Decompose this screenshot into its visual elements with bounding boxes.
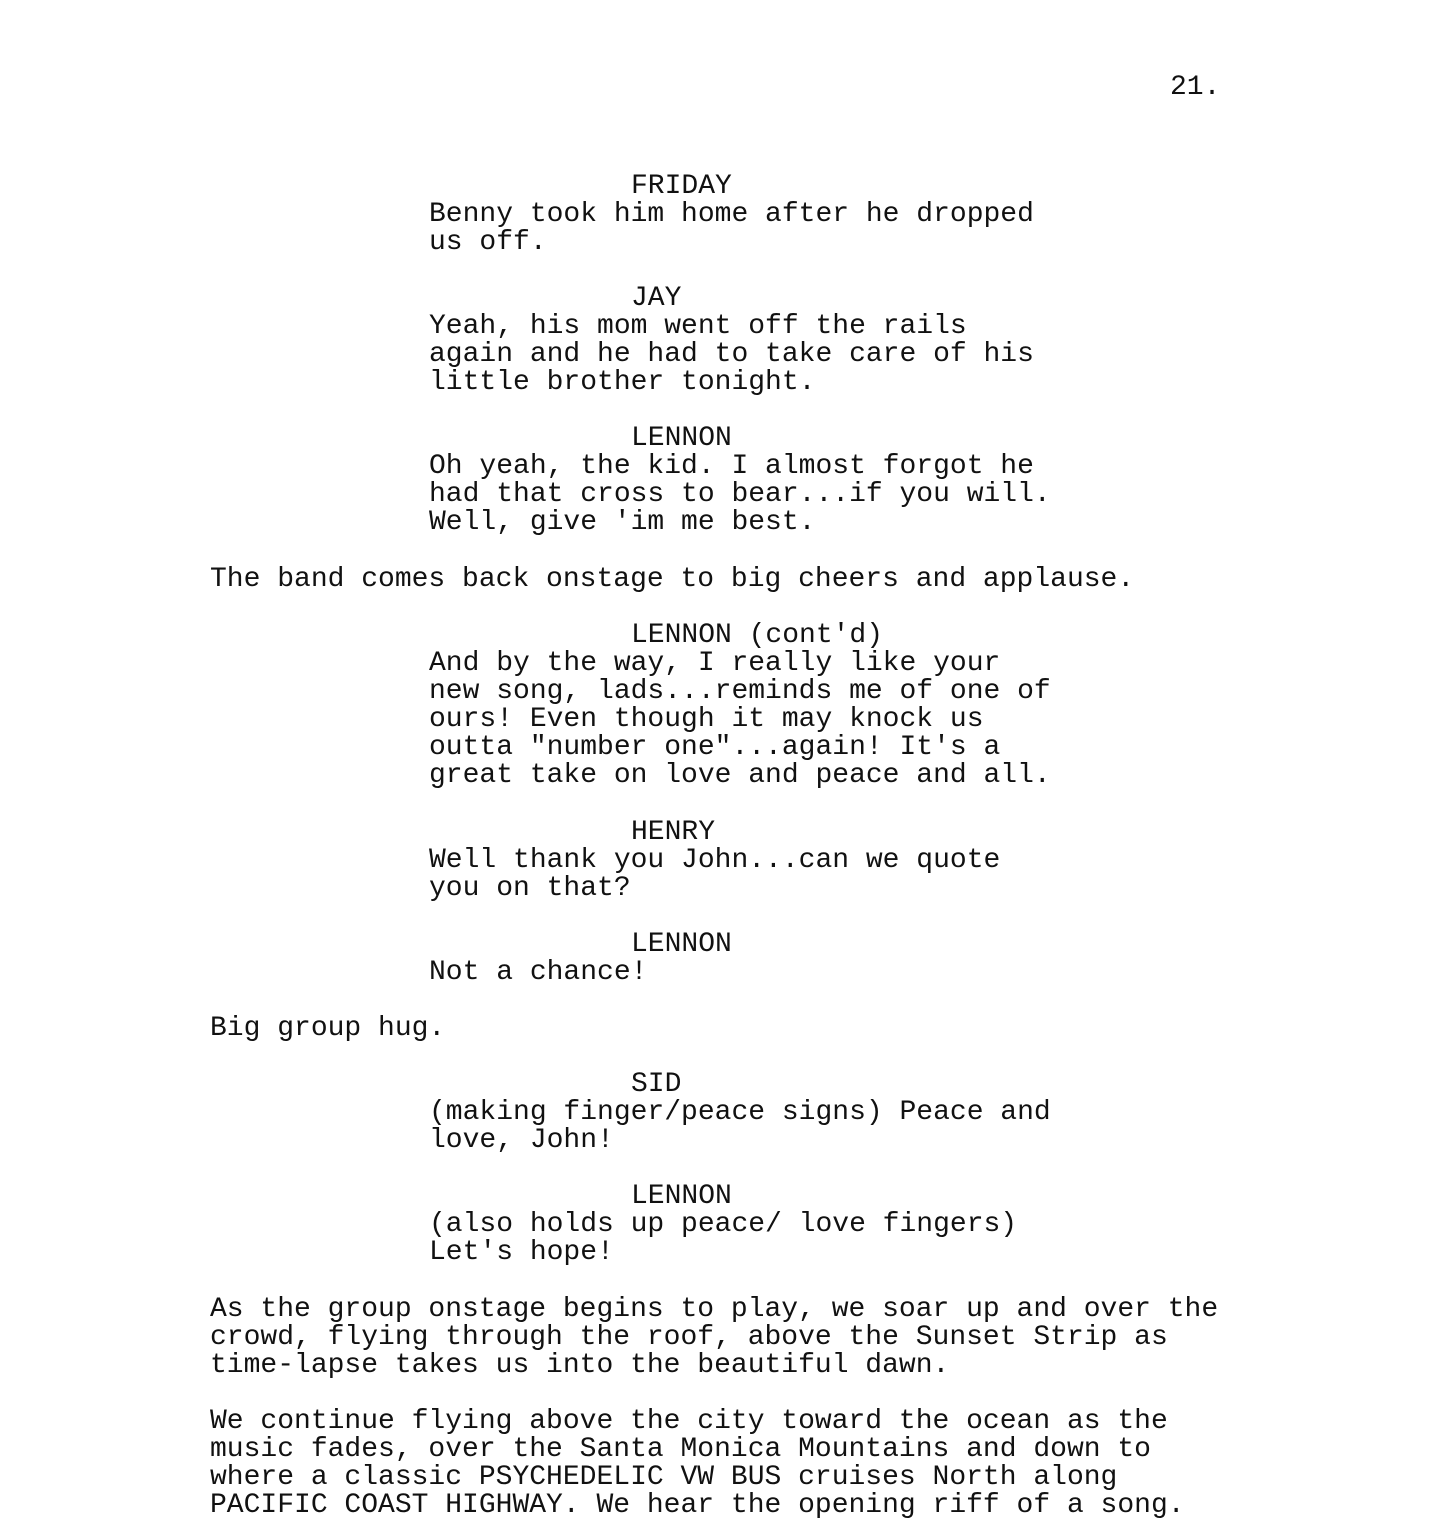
dialogue-line: Let's hope! — [429, 1237, 614, 1268]
character-name-friday: FRIDAY — [631, 171, 732, 202]
action-line: where a classic PSYCHEDELIC VW BUS cruises North along — [210, 1462, 1118, 1493]
character-name-jay: JAY — [631, 283, 682, 314]
dialogue-line: (making finger/peace signs) Peace and — [429, 1097, 1051, 1128]
dialogue-line: Well thank you John...can we quote — [429, 845, 1001, 876]
dialogue-line: Oh yeah, the kid. I almost forgot he — [429, 451, 1034, 482]
page-number: 21. — [1170, 72, 1221, 103]
dialogue-line: Not a chance! — [429, 957, 648, 988]
character-name-lennon: LENNON — [631, 929, 732, 960]
dialogue-line: Benny took him home after he dropped — [429, 199, 1034, 230]
dialogue-line: And by the way, I really like your — [429, 648, 1001, 679]
action-line: We continue flying above the city toward the ocean as the — [210, 1406, 1168, 1437]
dialogue-line: great take on love and peace and all. — [429, 760, 1051, 791]
action-line: The band comes back onstage to big cheers and applause. — [210, 564, 1135, 595]
action-line: music fades, over the Santa Monica Mountains and down to — [210, 1434, 1151, 1465]
action-line: crowd, flying through the roof, above the Sunset Strip as — [210, 1322, 1168, 1353]
dialogue-line: little brother tonight. — [429, 367, 816, 398]
dialogue-line: new song, lads...reminds me of one of — [429, 676, 1051, 707]
dialogue-line: Well, give 'im me best. — [429, 507, 816, 538]
character-name-sid: SID — [631, 1069, 682, 1100]
dialogue-line: had that cross to bear...if you will. — [429, 479, 1051, 510]
character-name-lennon-contd: LENNON (cont'd) — [631, 620, 884, 651]
action-line: Big group hug. — [210, 1013, 446, 1044]
action-line: time-lapse takes us into the beautiful dawn. — [210, 1350, 950, 1381]
dialogue-line: ours! Even though it may knock us — [429, 704, 984, 735]
dialogue-line: you on that? — [429, 873, 631, 904]
character-name-lennon: LENNON — [631, 423, 732, 454]
dialogue-line: (also holds up peace/ love fingers) — [429, 1209, 1018, 1240]
dialogue-line: Yeah, his mom went off the rails — [429, 311, 967, 342]
dialogue-line: again and he had to take care of his — [429, 339, 1034, 370]
character-name-lennon: LENNON — [631, 1181, 732, 1212]
action-line: As the group onstage begins to play, we soar up and over the — [210, 1294, 1219, 1325]
character-name-henry: HENRY — [631, 817, 716, 848]
dialogue-line: us off. — [429, 227, 547, 258]
action-line: PACIFIC COAST HIGHWAY. We hear the opening riff of a song. — [210, 1490, 1185, 1521]
dialogue-line: outta "number one"...again! It's a — [429, 732, 1001, 763]
dialogue-line: love, John! — [429, 1125, 614, 1156]
